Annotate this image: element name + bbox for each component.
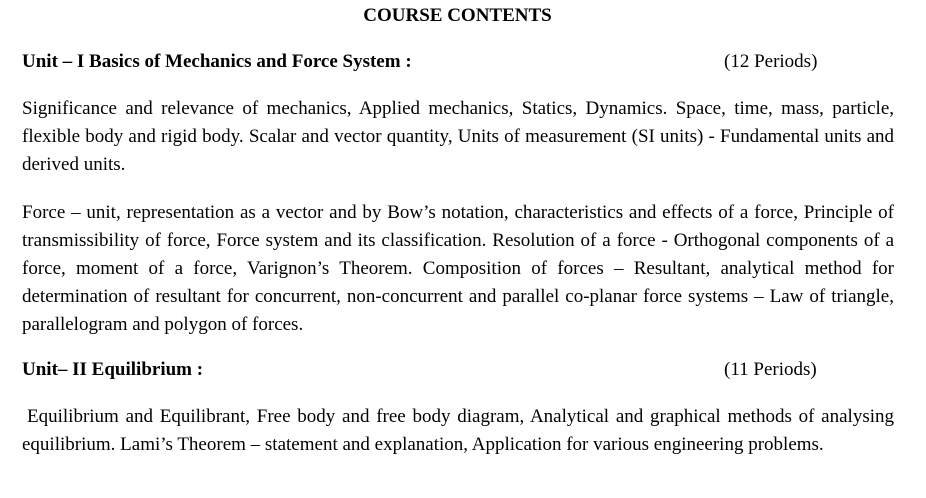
unit-1-paragraph-1: Significance and relevance of mechanics, Applied mechanics, Statics, Dynamics. Space, time, mass, particle, flexible body and rigid body. Scalar and vector quantity, Units of measurement (SI units) - Fundamental units and derived units.: [22, 98, 894, 175]
unit-1-title: Unit – I Basics of Mechanics and Force System :: [22, 51, 412, 72]
unit-2-title: Unit– II Equilibrium :: [22, 359, 204, 380]
unit-1-paragraph-2: Force – unit, representation as a vector and by Bow’s notation, characteristics and effects of a force, Principle of transmissibility of force, Force system and its classification. Resolution of a force - Orthogonal components of a force, moment of a force, Varignon’s Theorem. Composition of forces – Resultant, analytical method for determination of resultant for concurrent, non-concurrent and parallel co-planar force systems – Law of triangle, parallelogram and polygon of forces.: [22, 202, 894, 335]
unit-2-periods: (11 Periods): [724, 359, 817, 380]
unit-1-periods: (12 Periods): [724, 51, 818, 72]
unit-2-paragraph-1: Equilibrium and Equilibrant, Free body and free body diagram, Analytical and graphical methods of analysing equilibrium. Lami’s Theorem – statement and explanation, Application for various engineering problems.: [22, 406, 894, 455]
page-title: COURSE CONTENTS: [363, 5, 552, 26]
